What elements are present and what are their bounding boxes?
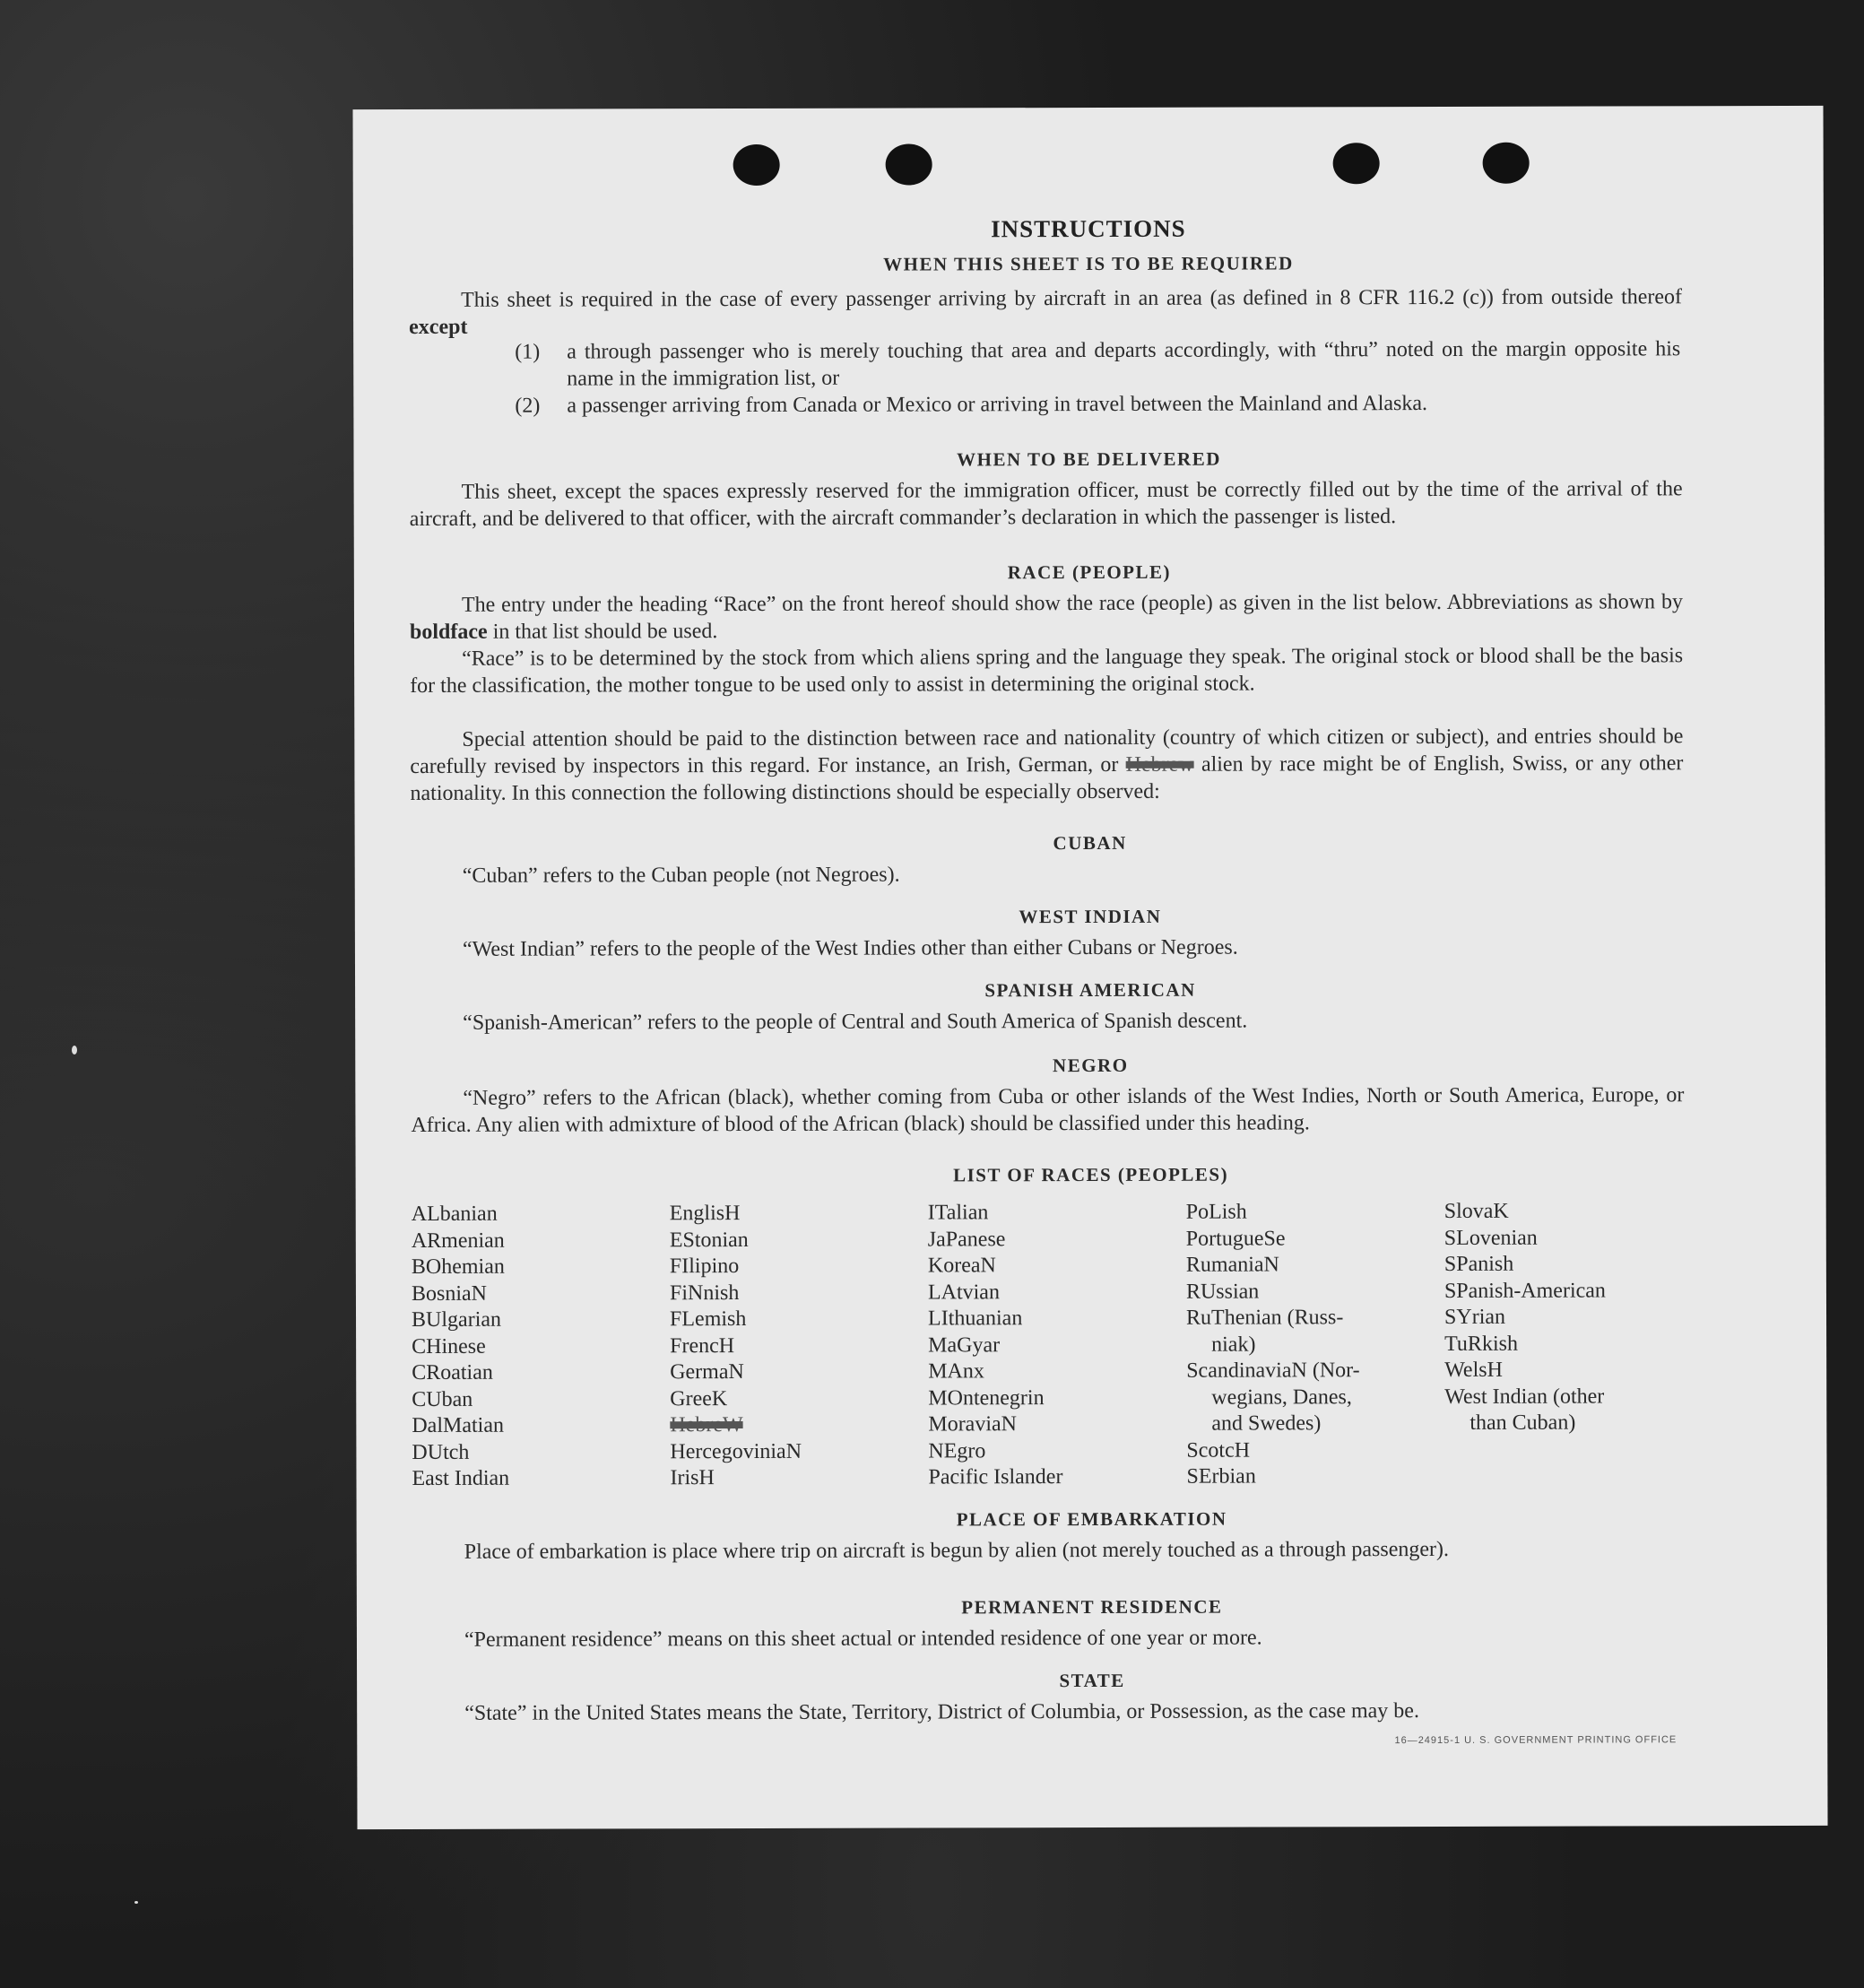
heading-list-of-races: LIST OF RACES (PEOPLES) xyxy=(953,1163,1229,1186)
race-entry: FLemish xyxy=(669,1307,747,1332)
embarkation-text: Place of embarkation is place where trip on aircraft is begun by alien (not merely touched as a through passenger). xyxy=(464,1537,1450,1564)
printing-office-footer: 16—24915-1 U. S. GOVERNMENT PRINTING OFFICE xyxy=(1394,1734,1678,1747)
race-entry: CHinese xyxy=(412,1334,486,1359)
race-entry: SErbian xyxy=(1186,1464,1256,1489)
when-required-intro: This sheet is required in the case of every passenger arriving by aircraft in an area (as defined in 8 CFR 116.2 (c)) from outside thereof except xyxy=(409,285,1683,339)
race-entry: EnglisH xyxy=(669,1202,741,1226)
heading-west-indian: WEST INDIAN xyxy=(1019,905,1162,928)
race-entry: CUban xyxy=(412,1387,473,1411)
race-entry: MoraviaN xyxy=(928,1412,1018,1437)
race-entry: SYrian xyxy=(1444,1305,1506,1329)
when-delivered-text: This sheet, except the spaces expressly reserved for the immigration officer, must be correctly filled out by the time of the arrival of the aircraft, and be delivered to that officer, with the aircraft commander’s declaration in which the passenger is listed. xyxy=(409,477,1683,531)
heading-when-delivered: WHEN TO BE DELIVERED xyxy=(957,447,1221,471)
race-entry: RUssian xyxy=(1185,1280,1260,1304)
race-entry: West Indian (other xyxy=(1444,1385,1605,1409)
heading-race: RACE (PEOPLE) xyxy=(1007,560,1172,584)
race-entry: FrencH xyxy=(670,1333,735,1358)
page-title: INSTRUCTIONS xyxy=(991,214,1186,243)
race-entry: MOntenegrin xyxy=(928,1385,1045,1410)
heading-place-of-embarkation: PLACE OF EMBARKATION xyxy=(956,1507,1227,1531)
race-entry: RuThenian (Russ- xyxy=(1185,1306,1344,1330)
heading-state: STATE xyxy=(1059,1669,1125,1692)
exception-item: (2) a passenger arriving from Canada or Mexico or arriving in travel between the Mainland and Alaska. xyxy=(515,392,1428,418)
race-entry: East Indian xyxy=(412,1466,510,1490)
spanish-american-text: “Spanish-American” refers to the people of Central and South America of Spanish descent. xyxy=(463,1009,1248,1035)
race-entry: HercegoviniaN xyxy=(670,1439,802,1463)
race-entry: PoLish xyxy=(1185,1200,1247,1224)
negro-text: “Negro” refers to the African (black), whether coming from Cuba or other islands of the West Indies, North or South America, Europe, or Africa. Any alien with admixture of blood of the African (black) should be classified under this heading. xyxy=(411,1083,1685,1137)
struck-word: Hebrew xyxy=(1125,752,1194,777)
race-column xyxy=(1444,1198,1704,1489)
punch-hole xyxy=(733,144,780,186)
race-entry: MaGyar xyxy=(928,1333,1001,1357)
race-entry: KoreaN xyxy=(927,1254,996,1278)
race-paragraph-2: “Race” is to be determined by the stock from which aliens spring and the language they speak. The original stock or blood shall be the basis for the classification, the mother tongue to be used only to assist in determining the original stock. xyxy=(410,644,1684,698)
heading-negro: NEGRO xyxy=(1052,1054,1129,1077)
race-entry: BOhemian xyxy=(411,1254,505,1279)
race-entry: SPanish xyxy=(1444,1252,1514,1276)
race-entry: FiNnish xyxy=(669,1280,740,1305)
race-entry: JaPanese xyxy=(927,1227,1006,1251)
punch-hole xyxy=(886,143,932,185)
heading-permanent-residence: PERMANENT RESIDENCE xyxy=(961,1595,1223,1619)
race-entry: SLovenian xyxy=(1444,1226,1538,1250)
race-entry: ScandinaviaN (Nor- xyxy=(1186,1359,1360,1383)
race-entry: DalMatian xyxy=(412,1413,505,1437)
race-entry: NEgro xyxy=(928,1438,986,1463)
race-column xyxy=(1186,1199,1445,1490)
scan-speck xyxy=(134,1901,138,1904)
race-paragraph-3: Special attention should be paid to the distinction between race and nationality (country of which citizen or subject), and entries should be carefully revised by inspectors in this regard. For instance, an Irish, German, or Hebrew alien by race might be of English, Swiss, or any other nationality. In this connection the following distinctions should be especially observed: xyxy=(410,725,1684,805)
race-entry: SlovaK xyxy=(1444,1199,1509,1223)
race-entry: LIthuanian xyxy=(927,1307,1023,1331)
exception-item: (1) a through passenger who is merely touching that area and departs accordingly, with “thru” noted on the margin opposite his name in the immigration list, or xyxy=(515,337,1681,391)
race-entry: ITalian xyxy=(927,1201,989,1225)
race-list xyxy=(412,1198,1704,1492)
race-entry-continued: and Swedes) xyxy=(1211,1411,1322,1436)
race-entry: BUlgarian xyxy=(411,1307,502,1332)
race-entry-struck: HebreW xyxy=(670,1413,743,1437)
race-entry: SPanish-American xyxy=(1444,1278,1606,1303)
race-entry: Pacific Islander xyxy=(928,1465,1063,1489)
race-entry: ScotcH xyxy=(1186,1438,1251,1463)
race-entry: EStonian xyxy=(669,1228,749,1252)
heading-when-required: WHEN THIS SHEET IS TO BE REQUIRED xyxy=(883,252,1294,275)
race-column xyxy=(412,1201,671,1492)
race-paragraph-1: The entry under the heading “Race” on the front hereof should show the race (people) as given in the list below. Abbreviations as shown by boldface in that list should be used. xyxy=(409,590,1683,644)
state-text: “State” in the United States means the State, Territory, District of Columbia, or Possession, as the case may be. xyxy=(464,1699,1419,1725)
race-entry-continued: niak) xyxy=(1211,1333,1256,1357)
punch-hole xyxy=(1483,143,1530,184)
race-entry: RumaniaN xyxy=(1185,1253,1279,1277)
residence-text: “Permanent residence” means on this sheet actual or intended residence of one year or more. xyxy=(464,1626,1262,1652)
race-entry: FIlipino xyxy=(669,1254,740,1279)
scan-speck xyxy=(72,1046,77,1055)
race-entry-continued: wegians, Danes, xyxy=(1211,1385,1352,1410)
race-entry: GermaN xyxy=(670,1360,744,1385)
race-entry: MAnx xyxy=(928,1359,984,1384)
instruction-sheet xyxy=(352,106,1827,1829)
cuban-text: “Cuban” refers to the Cuban people (not Negroes). xyxy=(462,863,900,888)
race-column xyxy=(670,1200,929,1491)
race-entry: DUtch xyxy=(412,1440,470,1464)
race-entry: BosniaN xyxy=(411,1281,487,1306)
race-entry: PortugueSe xyxy=(1185,1226,1286,1251)
race-entry: ARmenian xyxy=(411,1228,505,1253)
race-entry: CRoatian xyxy=(412,1360,493,1385)
race-entry: TuRkish xyxy=(1444,1332,1518,1356)
heading-spanish-american: SPANISH AMERICAN xyxy=(984,978,1196,1002)
west-indian-text: “West Indian” refers to the people of the West Indies other than either Cubans or Negroes. xyxy=(462,935,1238,961)
race-column xyxy=(928,1200,1187,1491)
punch-hole xyxy=(1333,143,1380,184)
race-entry: WelsH xyxy=(1444,1358,1503,1382)
heading-cuban: CUBAN xyxy=(1053,831,1127,855)
race-entry: GreeK xyxy=(670,1386,728,1411)
race-entry: LAtvian xyxy=(927,1280,1000,1304)
race-entry-continued: than Cuban) xyxy=(1470,1411,1576,1435)
race-entry: ALbanian xyxy=(411,1202,498,1226)
race-entry: IrisH xyxy=(670,1466,715,1490)
